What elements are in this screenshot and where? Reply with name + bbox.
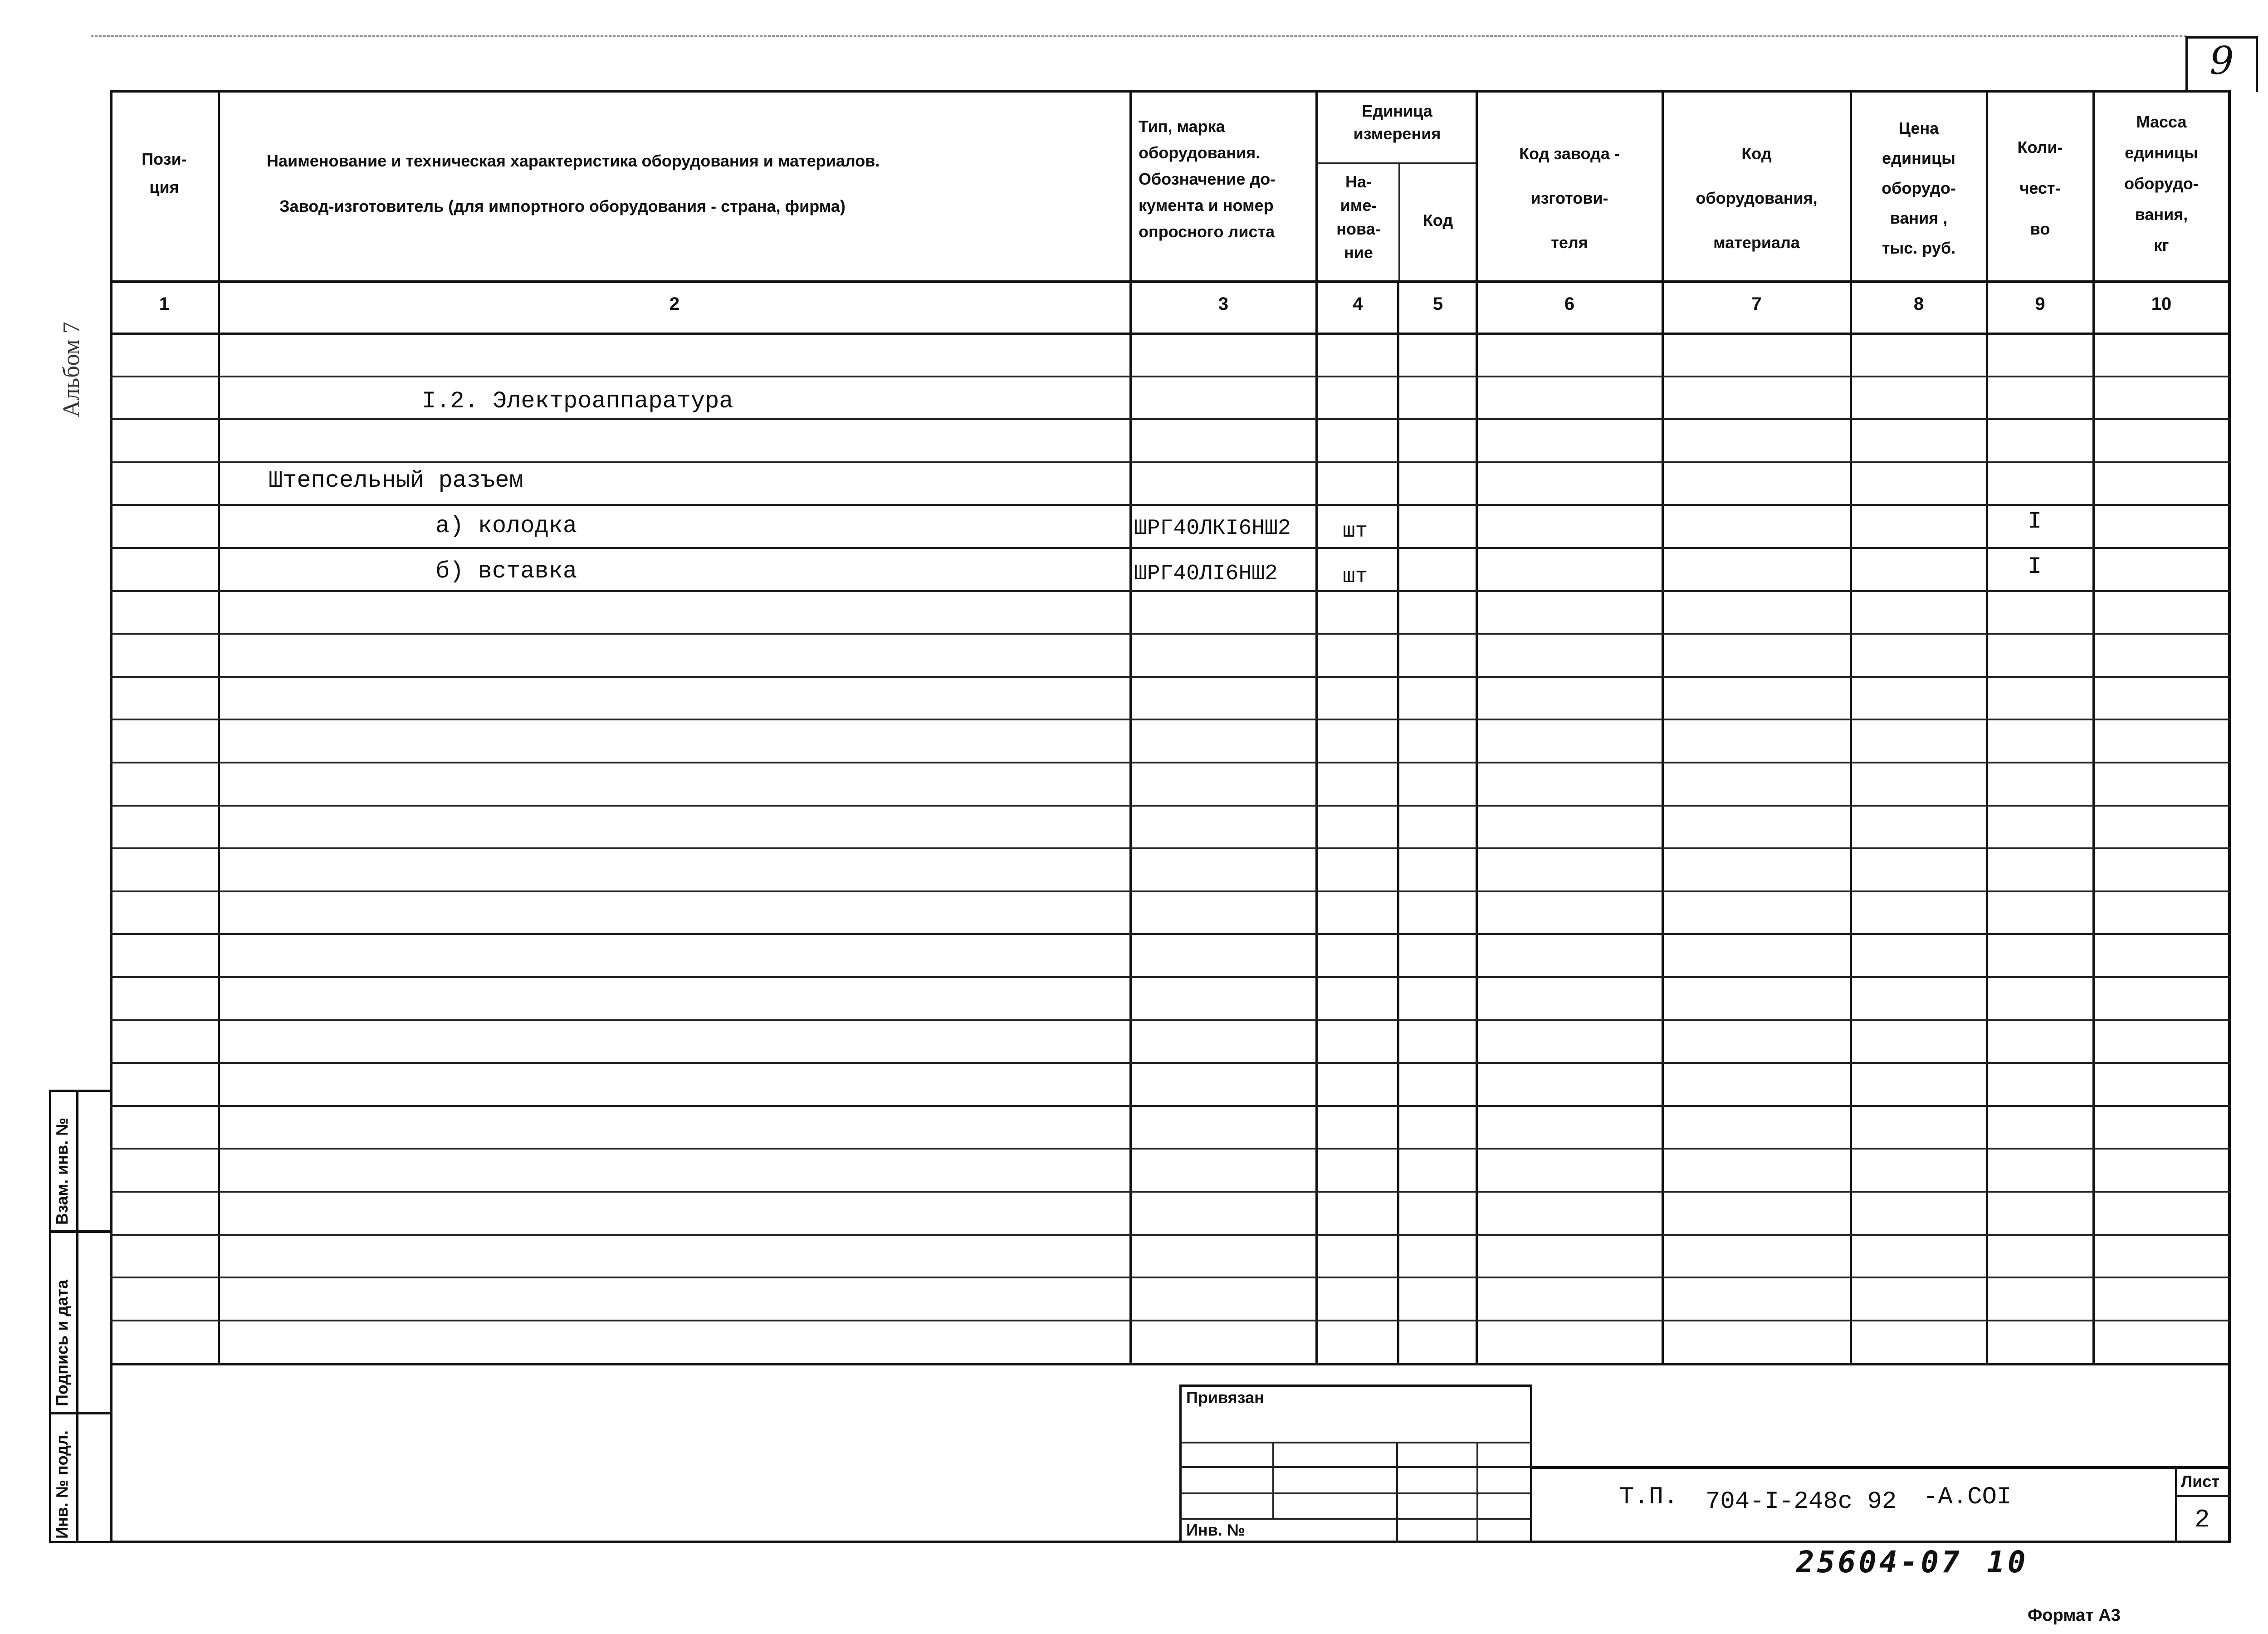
sheet-mark: 9	[2209, 39, 2234, 83]
item-quantity: I	[2028, 508, 2042, 535]
table-row-line	[110, 805, 2231, 807]
title-block-line	[1532, 1466, 2231, 1469]
table-row-line	[110, 1105, 2231, 1107]
colnum-3: 3	[1218, 294, 1229, 314]
table-row-line	[110, 1191, 2231, 1193]
colnum-1: 1	[159, 294, 170, 314]
item-name: а) колодка	[435, 513, 577, 539]
archive-page: 10	[1987, 1545, 2028, 1580]
table-row-line	[110, 1277, 2231, 1278]
tp-label: Т.П.	[1619, 1483, 1678, 1511]
header-mass: Масса единицы оборудо- вания, кг	[2124, 113, 2199, 254]
header-quantity: Коли- чест- во	[2017, 138, 2063, 238]
format-label: Формат А3	[2028, 1606, 2121, 1625]
item-quantity: I	[2028, 553, 2042, 580]
table-row-line	[110, 933, 2231, 935]
header-type: Тип, марка оборудования. Обозначение до- кумента и номер опросного листа	[1139, 117, 1276, 241]
table-row-line	[110, 590, 2231, 592]
list-number: 2	[2195, 1505, 2210, 1534]
item-name: Штепсельный разъем	[269, 467, 523, 494]
section-title: I.2. Электроаппаратура	[422, 388, 733, 415]
colnum-7: 7	[1751, 294, 1762, 314]
side-stamp-inner-line	[76, 1090, 78, 1543]
table-bottom-line	[110, 1363, 2231, 1365]
header-equipment-code: Код оборудования, материала	[1696, 144, 1818, 252]
table-row-line	[110, 847, 2231, 849]
grid-vline-unit	[1398, 162, 1400, 281]
colnum-5: 5	[1432, 294, 1443, 314]
table-row-line	[110, 890, 2231, 892]
item-unit: шт	[1343, 565, 1368, 588]
table-row-line	[110, 1320, 2231, 1321]
document-suffix: -А.СОI	[1923, 1483, 2012, 1511]
table-row-line	[110, 1148, 2231, 1150]
archive-number: 25604-07	[1796, 1545, 1962, 1580]
album-label: Альбом 7	[59, 322, 84, 417]
header-price: Цена единицы оборудо- вания , тыс. руб.	[1882, 119, 1956, 257]
top-edge-line	[91, 35, 2186, 37]
stamp-line	[1179, 1492, 1532, 1494]
unit-header-divider	[1316, 162, 1476, 164]
stamp-vline	[1272, 1442, 1274, 1519]
grid-vline	[1397, 281, 1399, 1364]
sheet-mark-box	[2185, 36, 2258, 92]
header-unit-name: На- име- нова- ние	[1336, 172, 1381, 262]
header-factory-code: Код завода - изготови- теля	[1519, 144, 1620, 252]
header-unit-code: Код	[1422, 211, 1453, 230]
colnum-8: 8	[1913, 294, 1924, 314]
table-row-line	[110, 719, 2231, 720]
colnum-10: 10	[2151, 294, 2172, 314]
table-row-line	[110, 1019, 2231, 1021]
inv-no-label: Инв. №	[1186, 1521, 1245, 1539]
stamp-line	[1179, 1518, 1532, 1520]
table-row-line	[110, 1062, 2231, 1064]
colnum-bottom-line	[110, 333, 2231, 335]
table-row-line	[110, 376, 2231, 377]
item-type: ШРГ40ЛКI6НШ2	[1134, 516, 1291, 541]
header-name: Наименование и техническая характеристика оборудования и материалов. Завод-изготовитель (для импортного оборудования - страна, фирма)	[267, 152, 880, 215]
table-row-line	[110, 762, 2231, 763]
table-row-line	[110, 676, 2231, 678]
side-stamp-podpis: Подпись и дата	[53, 1280, 71, 1406]
side-stamp-divider	[49, 1230, 112, 1233]
colnum-2: 2	[669, 294, 680, 314]
side-stamp-inv: Инв. № подл.	[53, 1430, 71, 1539]
document-code: 704-I-248с 92	[1706, 1488, 1897, 1516]
header-unit-group: Единица измерения	[1353, 102, 1441, 143]
stamp-line	[1179, 1442, 1532, 1443]
table-row-line	[110, 418, 2231, 420]
table-row-line	[110, 633, 2231, 635]
side-stamp-divider	[49, 1412, 112, 1414]
table-row-line	[110, 976, 2231, 978]
header-position: Пози- ция	[142, 150, 187, 196]
table-row-line	[110, 547, 2231, 549]
stamp-line	[1179, 1466, 1532, 1468]
table-row-line	[110, 461, 2231, 463]
item-unit: шт	[1343, 519, 1368, 543]
colnum-9: 9	[2035, 294, 2045, 314]
list-box-divider	[2175, 1495, 2231, 1497]
side-stamp-vzam: Взам. инв. №	[53, 1117, 71, 1225]
table-row-line	[110, 1234, 2231, 1236]
colnum-4: 4	[1353, 294, 1363, 314]
item-type: ШРГ40ЛI6НШ2	[1134, 562, 1278, 586]
stamp-vline	[1476, 1442, 1478, 1543]
header-bottom-line	[110, 280, 2231, 283]
stamp-vline	[1396, 1442, 1398, 1543]
privyazan-label: Привязан	[1186, 1388, 1264, 1407]
colnum-6: 6	[1564, 294, 1575, 314]
list-label: Лист	[2181, 1472, 2220, 1491]
table-row-line	[110, 504, 2231, 506]
item-name: б) вставка	[435, 558, 577, 585]
